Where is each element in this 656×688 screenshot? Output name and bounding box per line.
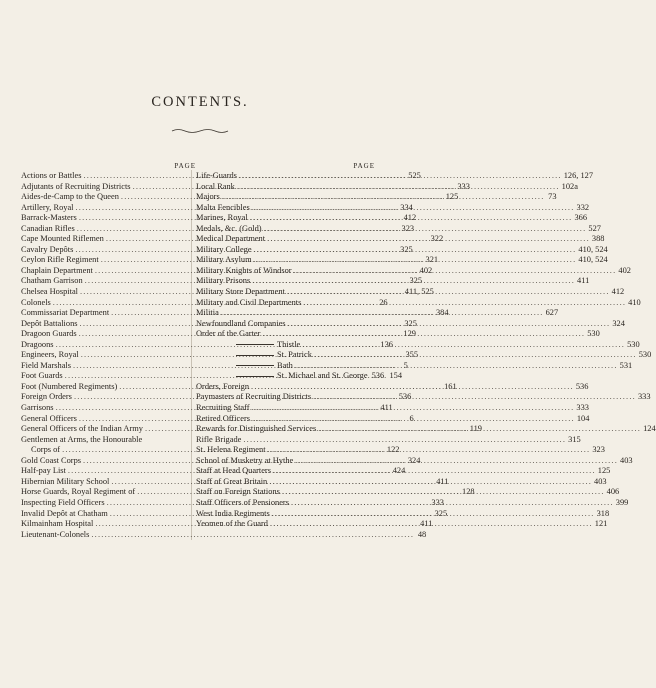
- entry-title: Military Prisons: [196, 276, 251, 286]
- entry-title: Hibernian Military School: [21, 476, 110, 486]
- entry-page-number: 102a: [561, 181, 578, 191]
- entry-page-number: 161: [444, 381, 457, 391]
- entry-title: Chatham Garrison: [21, 276, 83, 286]
- entry-title: Kilmainham Hospital: [21, 519, 94, 529]
- entry-title: Majors: [196, 192, 220, 202]
- entry-title: Marines, Royal: [196, 213, 248, 223]
- entry-title: Life-Guards: [196, 171, 237, 180]
- entry-title: Horse Guards, Royal Regiment of: [21, 487, 136, 497]
- entry-page-number: 125: [445, 192, 459, 202]
- dot-leader: [252, 276, 575, 287]
- dot-leader: [302, 340, 625, 351]
- dot-leader: [314, 350, 637, 361]
- entry-page-number: 406: [606, 487, 620, 497]
- entry-title: Actions or Battles: [21, 171, 82, 180]
- entry-title: Canadian Rifles: [21, 223, 75, 233]
- dot-leader: [295, 361, 618, 372]
- entry-title-text: St. Patrick: [277, 350, 312, 360]
- entry-title: Rewards for Distinguished Services: [196, 424, 317, 434]
- entry-page-number: 333: [457, 181, 470, 191]
- dot-leader: [239, 171, 562, 182]
- entry-page-number: 73: [548, 192, 557, 202]
- entry-page-number: 104: [576, 413, 590, 423]
- entry-title: [196, 350, 312, 361]
- entry-page-number: 402: [419, 265, 433, 275]
- entry-page-number: 527: [588, 223, 601, 233]
- entry-title: Artillery, Royal: [21, 202, 74, 212]
- entry-page-number: 402: [618, 265, 631, 275]
- entry-title: Dragoons: [21, 339, 54, 349]
- dot-leader: [237, 182, 560, 193]
- entry-title: Field Marshals: [21, 360, 72, 370]
- entry-title: Foreign Orders: [21, 392, 72, 402]
- entry-page-number: 530: [627, 339, 640, 349]
- entry-title: Adjutants of Recruiting Districts: [21, 181, 131, 191]
- dot-leader: [264, 224, 587, 235]
- entry-title: Military Store Department: [196, 287, 285, 297]
- dot-leader: [91, 530, 414, 541]
- contents-entry: [196, 371, 385, 382]
- dot-leader: [221, 308, 544, 319]
- ditto-dash: [236, 365, 274, 366]
- page-title: CONTENTS.: [151, 94, 249, 110]
- entry-page-number: 325: [409, 276, 422, 286]
- entry-title: Chaplain Department: [21, 265, 93, 275]
- entry-title: Barrack-Masters: [21, 213, 77, 223]
- dot-leader: [273, 466, 596, 477]
- entry-page-number: 126, 127: [563, 171, 594, 180]
- entry-page-number: 122: [386, 445, 400, 455]
- entry-title: Colonels: [21, 297, 51, 307]
- dot-leader: [272, 509, 595, 520]
- entry-title: Inspecting Field Officers: [21, 497, 105, 507]
- entry-title: Militia: [196, 308, 219, 318]
- entry-title: Half-pay List: [21, 466, 66, 476]
- dot-leader: [267, 234, 590, 245]
- entry-page-number: 324: [407, 455, 421, 465]
- entry-page-number: 525: [408, 171, 421, 180]
- ditto-dash: [236, 355, 274, 356]
- entry-page-number: 403: [620, 455, 633, 465]
- entry-page-number: 412: [403, 213, 417, 223]
- entry-title: Engineers, Royal: [21, 350, 79, 360]
- entry-title: School of Musketry at Hythe: [196, 455, 294, 465]
- entry-page-number: 6: [409, 413, 414, 423]
- entry-page-number: 323: [592, 445, 605, 455]
- entry-title: Military Knights of Windsor: [196, 265, 292, 275]
- dot-leader: [268, 445, 591, 456]
- entry-page-number: 322: [430, 234, 444, 244]
- entry-page-number: 26: [379, 297, 388, 307]
- dot-leader: [303, 298, 626, 309]
- entry-page-number: 124: [643, 424, 656, 434]
- entry-page-number: 384: [435, 308, 449, 318]
- dot-leader: [252, 414, 575, 425]
- dot-leader: [254, 245, 577, 256]
- entry-title: Garrisons: [21, 403, 54, 413]
- entry-page-number: 411: [380, 403, 393, 413]
- entry-page-number: 627: [545, 308, 559, 318]
- entry-page-number: 333: [431, 497, 444, 507]
- entry-page-number: 325: [434, 508, 448, 518]
- entry-page-number: 411: [420, 519, 433, 529]
- contents-entry: [196, 265, 631, 277]
- entry-page-number: 410, 524: [578, 255, 608, 265]
- entry-page-number: 318: [596, 508, 610, 518]
- entry-page-number: 323: [401, 223, 415, 233]
- entry-title-text: Thistle: [277, 339, 301, 349]
- entry-title: Lieutenant-Colonels: [21, 529, 90, 539]
- dot-leader: [252, 403, 575, 414]
- entry-title: Retired Officers: [196, 413, 251, 423]
- entry-page-number: 125: [597, 466, 611, 476]
- entry-title: Military Asylum: [196, 255, 252, 265]
- dot-leader: [282, 487, 605, 498]
- entry-title: Staff on Foreign Stations: [196, 487, 280, 497]
- entry-page-number: 411, 525: [404, 287, 434, 297]
- entry-title: Rifle Brigade: [196, 434, 242, 444]
- contents-entry: [196, 434, 581, 446]
- entry-title: St. Helena Regiment: [196, 445, 266, 455]
- dot-leader: [291, 498, 614, 509]
- ditto-dash: [236, 376, 274, 377]
- entry-page-number: 410: [628, 297, 641, 307]
- entry-page-number: 388: [591, 234, 605, 244]
- entry-page-number: 424: [392, 466, 406, 476]
- entry-page-number: 399: [615, 497, 629, 507]
- entry-page-number: 334: [400, 202, 413, 212]
- entry-title: Foot Guards: [21, 371, 63, 381]
- entry-title: Staff Officers of Pensioners: [196, 497, 289, 507]
- entry-page-number: 411: [436, 476, 449, 486]
- entry-page-number: 531: [619, 360, 633, 370]
- entry-title: Staff of Great Britain: [196, 476, 268, 486]
- entry-page-number: 403: [594, 476, 607, 486]
- entry-title: Newfoundland Companies: [196, 318, 286, 328]
- contents-entry: [21, 529, 427, 541]
- entry-title: Order of the Garter: [196, 329, 261, 339]
- entry-title: Depôt Battalions: [21, 318, 78, 328]
- entry-page-number: 411: [577, 276, 590, 286]
- entry-page-number: 410, 524: [578, 244, 608, 254]
- dot-leader: [318, 424, 641, 435]
- dot-leader: [288, 319, 611, 330]
- dot-leader: [222, 192, 545, 203]
- entry-page-number: 530: [587, 329, 600, 339]
- dot-leader: [287, 287, 610, 298]
- entry-title: Medical Department: [196, 234, 266, 244]
- entry-title: Gold Coast Corps: [21, 455, 82, 465]
- entry-title: Local Rank: [196, 181, 235, 191]
- entry-title: Staff at Head Quarters: [196, 466, 271, 476]
- entry-title: [196, 371, 368, 382]
- entry-title: Invalid Depôt at Chatham: [21, 508, 108, 518]
- entry-title: Foot (Numbered Regiments): [21, 381, 118, 391]
- dot-leader: [262, 329, 585, 340]
- dot-leader: [251, 382, 574, 393]
- entry-page-number: 355: [405, 350, 419, 360]
- entry-page-number: 333: [576, 403, 589, 413]
- entry-page-number: 129: [403, 329, 416, 339]
- entry-title: [196, 361, 293, 372]
- entry-title-text: Bath: [277, 360, 293, 370]
- entry-title: Military College: [196, 244, 252, 254]
- entry-title: Chelsea Hospital: [21, 287, 78, 297]
- entry-page-number: 325: [404, 318, 417, 328]
- entry-title: Medals, &c. (Gold): [196, 223, 262, 233]
- entry-title: Corps of: [31, 445, 61, 455]
- entry-page-number: 154: [389, 371, 403, 381]
- entry-title: Recruiting Staff: [196, 403, 250, 413]
- entry-page-number: 324: [612, 318, 625, 328]
- entry-title: Dragoon Guards: [21, 329, 77, 339]
- dot-leader: [254, 255, 577, 266]
- entry-page-number: 536: [575, 381, 589, 391]
- entry-page-number: 136: [380, 339, 393, 349]
- entry-title: Commissariat Department: [21, 308, 110, 318]
- dot-leader: [252, 203, 575, 214]
- page-column-label: PAGE: [353, 162, 375, 170]
- entry-title: [196, 340, 300, 351]
- entry-title: Paymasters of Recruiting Districts: [196, 392, 312, 402]
- entry-page-number: 119: [469, 424, 482, 434]
- entry-title: General Officers of the Indian Army: [21, 424, 143, 434]
- entry-title: Aides-de-Camp to the Queen: [21, 192, 119, 202]
- contents-entry: [196, 360, 633, 372]
- entry-page-number: 536: [398, 392, 412, 402]
- entry-page-number: 48: [417, 529, 427, 539]
- ditto-dash: [236, 344, 274, 345]
- entry-page-number: 5: [403, 360, 408, 370]
- entry-page-number: 121: [594, 519, 608, 529]
- entry-title: Gentlemen at Arms, the Honourable: [21, 434, 143, 444]
- entry-title: General Officers: [21, 413, 77, 423]
- dot-leader: [294, 266, 617, 277]
- entry-page-number: 128: [462, 487, 475, 497]
- entry-title: Yeomen of the Guard: [196, 519, 268, 529]
- dot-leader: [295, 456, 618, 467]
- dot-leader: [250, 213, 573, 224]
- ornament-divider: [170, 128, 230, 134]
- entry-page-number: 366: [574, 213, 587, 223]
- dot-leader: [270, 519, 593, 530]
- entry-title: Ceylon Rifle Regiment: [21, 255, 99, 265]
- contents-entry: [196, 413, 590, 425]
- entry-page-number: 333: [637, 392, 651, 402]
- page-column-label: PAGE: [174, 162, 196, 170]
- entry-title: Orders, Foreign: [196, 381, 250, 391]
- entry-page-number: 536: [371, 371, 385, 381]
- entry-title: West India Regiments: [196, 508, 270, 518]
- entry-title: Military and Civil Departments: [196, 297, 302, 307]
- entry-page-number: 315: [568, 434, 581, 444]
- dot-leader: [243, 435, 566, 446]
- dot-leader: [269, 477, 592, 488]
- entry-page-number: 325: [400, 244, 413, 254]
- entry-title: Cavalry Depôts: [21, 244, 74, 254]
- entry-page-number: 412: [611, 287, 625, 297]
- entry-page-number: 321: [425, 255, 439, 265]
- dot-leader: [313, 392, 636, 403]
- entry-title: Cape Mounted Riflemen: [21, 234, 104, 244]
- contents-entry: [21, 435, 197, 446]
- entry-page-number: 332: [576, 202, 590, 212]
- entry-page-number: 530: [638, 350, 652, 360]
- entry-title: Malta Fencibles: [196, 202, 250, 212]
- entry-title-text: St. Michael and St. George: [277, 371, 368, 381]
